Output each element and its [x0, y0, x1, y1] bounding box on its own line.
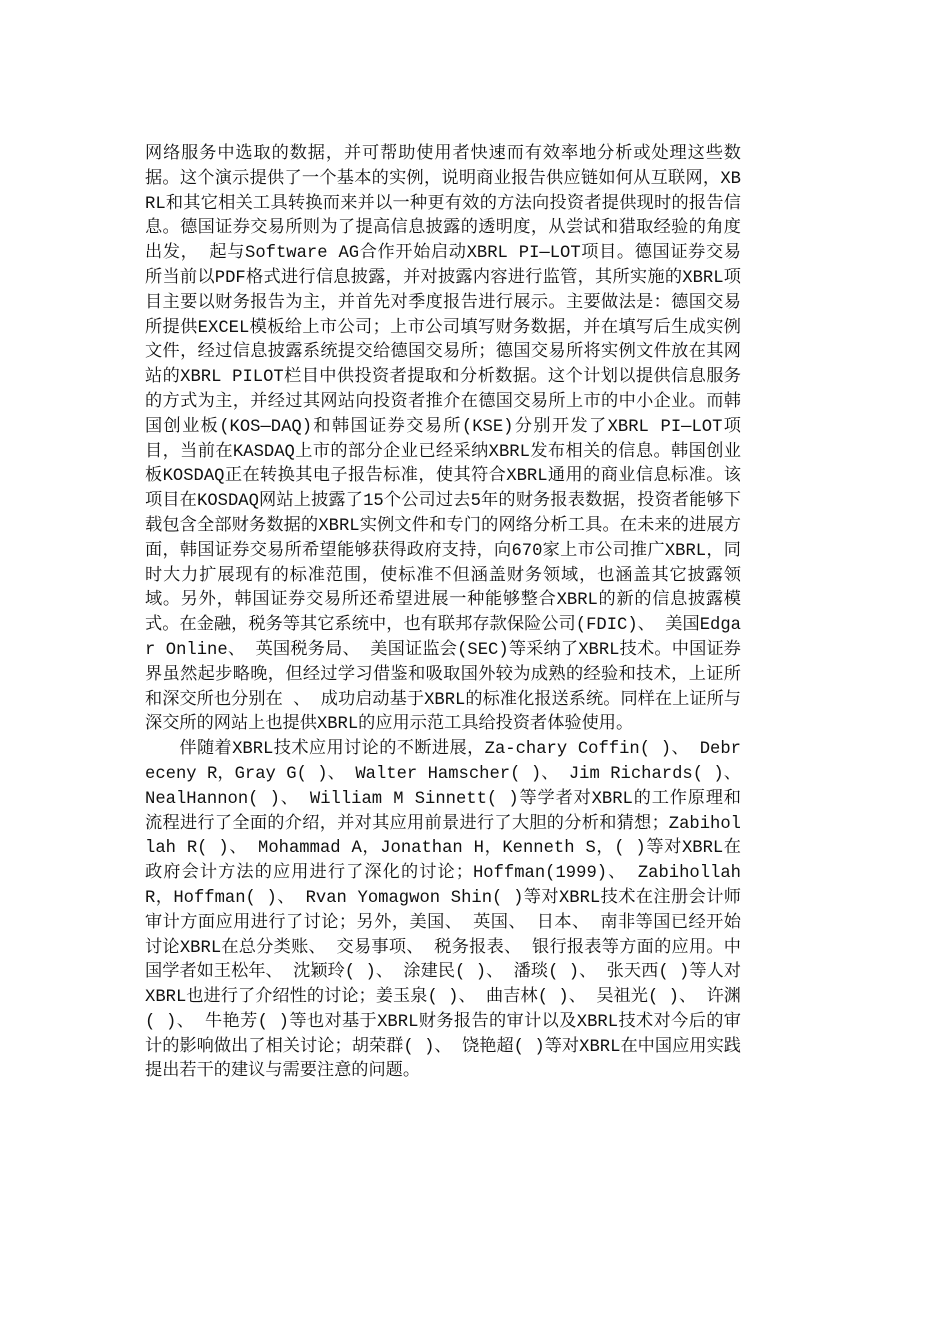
- paragraph-xbrl-international-practice: 网络服务中选取的数据，并可帮助使用者快速而有效率地分析或处理这些数据。这个演示提供了一个基本的实例，说明商业报告供应链如何从互联网，XBRL和其它相关工具转换而来并以一种更有效的方法向投资者提供现时的报告信息。德国证券交易所则为了提高信息披露的透明度，从尝试和猎取经验的角度出发， 起与Software AG合作开始启动XBRL PI—LOT项目。德国证券交易所当前以PDF格式进行信息披露，并对披露内容进行监管，其所实施的XBRL项目主要以财务报告为主，并首先对季度报告进行展示。主要做法是：德国交易所提供EXCEL模板给上市公司；上市公司填写财务数据，并在填写后生成实例文件，经过信息披露系统提交给德国交易所；德国交易所将实例文件放在其网站的XBRL PILOT栏目中供投资者提取和分析数据。这个计划以提供信息服务的方式为主，并经过其网站向投资者推介在德国交易所上市的中小企业。而韩国创业板(KOS—DAQ)和韩国证券交易所(KSE)分别开发了XBRL PI—LOT项目，当前在KASDAQ上市的部分企业已经采纳XBRL发布相关的信息。韩国创业板KOSDAQ正在转换其电子报告标准，使其符合XBRL通用的商业信息标准。该项目在KOSDAQ网站上披露了15个公司过去5年的财务报表数据，投资者能够下载包含全部财务数据的XBRL实例文件和专门的网络分析工具。在未来的进展方面，韩国证券交易所希望能够获得政府支持，向670家上市公司推广XBRL，同时大力扩展现有的标准范围，使标准不但涵盖财务领域，也涵盖其它披露领域。另外，韩国证券交易所还希望进展一种能够整合XBRL的新的信息披露模式。在金融，税务等其它系统中，也有联邦存款保险公司(FDIC)、 美国Edgar Online、 英国税务局、 美国证监会(SEC)等采纳了XBRL技术。中国证券界虽然起步略晚，但经过学习借鉴和吸取国外较为成熟的经验和技术，上证所和深交所也分别在 、 成功启动基于XBRL的标准化报送系统。同样在上证所与深交所的网站上也提供XBRL的应用示范工具给投资者体验使用。: [145, 145, 741, 735]
- paragraph-xbrl-research-review: 伴随着XBRL技术应用讨论的不断进展，Za-chary Coffin( )、 Debreceny R，Gray G( )、 Walter Hamscher( )、 Jim Richards( )、 NealHannon( )、 William M Sinnett( )等学者对XBRL的工作原理和流程进行了全面的介绍，并对其应用前景进行了大胆的分析和猜想；Zabihollah R( )、 Mohammad A，Jonathan H，Kenneth S，( )等对XBRL在政府会计方法的应用进行了深化的讨论；Hoffman(1999)、 Zabihollah R，Hoffman( )、 Rvan Yomagwon Shin( )等对XBRL技术在注册会计师审计方面应用进行了讨论；另外，美国、 英国、 日本、 南非等国已经开始讨论XBRL在总分类账、 交易事项、 税务报表、 银行报表等方面的应用。中国学者如王松年、 沈颖玲( )、 涂建民( )、 潘琰( )、 张天西( )等人对XBRL也进行了介绍性的讨论；姜玉泉( )、 曲吉林( )、 吴祖光( )、 许渊( )、 牛艳芳( )等也对基于XBRL财务报告的审计以及XBRL技术对今后的审计的影响做出了相关讨论；胡荣群( )、 饶艳超( )等对XBRL在中国应用实践提出若干的建议与需要注意的问题。: [145, 740, 741, 1082]
- body-text: [145, 143, 741, 1085]
